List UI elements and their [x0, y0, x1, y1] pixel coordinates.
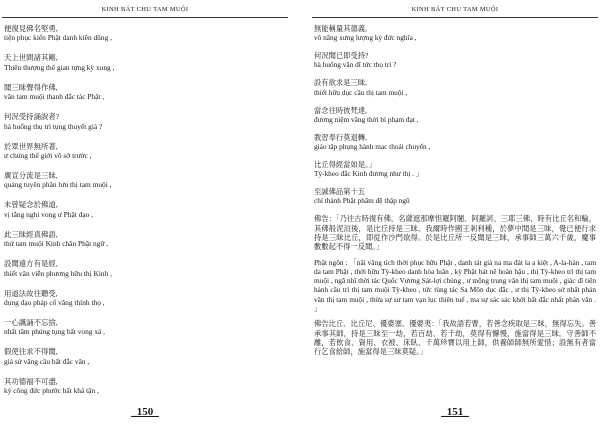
verse-han: 何況受持誦說者? — [4, 112, 60, 122]
right-page-body — [314, 24, 596, 362]
verse — [4, 83, 286, 102]
paragraph-viet: Phật ngôn : 「nãi vãng tích thời phục hữu Phật , danh tát già na ma đát la a kiệt , A-la-hán , tam da tam Phật , thời hữu Tỳ-kheo danh hòa luân , kỳ Phật bát nê hoàn hậu , thị Tỳ-kheo trì thị tam muội , ngã nhĩ thời tác Quốc Vương Sát-lợi chủng , ư mộng trung văn thị tam muội , giác dĩ tiện hành cầu trì thị tam muội Tỳ-kheo , tức tùng tác Sa Môn dục đắc , ư thị Tỳ-kheo sở nhất phản văn thị tam muội , thừa sự sư tam vạn lục thiên tuế , ma sự sác sác khởi bất đắc nhất phản văn . 」 — [314, 257, 596, 313]
verse-han: 一心諷誦不忘捨, — [4, 318, 58, 328]
chapter-title — [314, 187, 596, 206]
verse-viet: đương niệm vãng thời bỉ phạm đạt , — [314, 114, 419, 124]
verse-viet: quảng tuyên phân lưu thị tam muội , — [4, 180, 112, 190]
verse — [314, 106, 596, 125]
verse — [4, 142, 286, 161]
page-number: _150_ — [131, 406, 159, 418]
verse-viet: thiết văn viễn phương hữu thị Kinh , — [4, 268, 112, 278]
verse — [4, 200, 286, 219]
verse-viet: văn tam muội thanh đắc tác Phật , — [4, 92, 105, 102]
verse-han: 此三昧經真佛語, — [4, 229, 58, 239]
verse — [4, 171, 286, 190]
verse-viet: Thiên thượng thế gian tựng kỳ xung , — [4, 62, 115, 72]
header-rule — [312, 17, 598, 18]
right-page — [310, 0, 600, 424]
verse-viet: vị tằng nghi vong ư Phật đạo , — [4, 209, 93, 219]
verse-han: 設聞遠方有是經, — [4, 259, 58, 269]
verse — [4, 53, 286, 72]
header-rule — [2, 17, 288, 18]
verse-viet: ư chúng thế giới vô sở trước , — [4, 151, 92, 161]
verse — [4, 259, 286, 278]
left-page-body — [4, 24, 286, 406]
verse-han: 未曾疑念於佛道, — [4, 200, 58, 210]
verse-han: 天上世間諸其剛, — [4, 53, 58, 63]
verse-han: 便復見佛名堅勇, — [4, 24, 58, 33]
verse-viet: tiện phục kiến Phật danh kiên dũng , — [4, 33, 112, 43]
verse-han: 假使往求不得聞, — [4, 347, 58, 357]
verse-han: 用道法故往聽受, — [4, 288, 58, 298]
verse-viet: vô năng xưng lượng kỳ đức nghĩa , — [314, 33, 417, 43]
verse — [314, 24, 596, 43]
verse-viet: kỳ công đức phước bất khả tận , — [4, 386, 99, 396]
chapter-title-han: 至誠佛品第十五 — [314, 187, 366, 197]
verse — [4, 230, 286, 249]
verse-han: 無能稱量其德義, — [314, 24, 367, 33]
verse — [4, 377, 286, 396]
chapter-title-viet: chí thành Phật phẩm đệ thập ngũ — [314, 196, 410, 206]
page-header: KINH BÁT CHU TAM MUỘI — [101, 6, 189, 13]
verse — [314, 133, 596, 152]
verse-han: 廣宣分流是三昧, — [4, 171, 58, 181]
verse — [4, 289, 286, 308]
verse-han: 於眾世界無所著, — [4, 141, 58, 151]
verse-viet: hà huống văn dĩ tức thọ trì ? — [314, 60, 397, 70]
verse-han: 設有欲求是三昧, — [314, 78, 367, 88]
verse-han: 其功德福不可盡, — [4, 376, 58, 386]
verse-viet: thiết hữu dục cầu thị tam muội , — [314, 87, 408, 97]
verse-viet: Tỳ-kheo đắc Kinh đương như thị . 」 — [314, 169, 424, 179]
verse-viet: hà huống thụ trì tụng thuyết giả ? — [4, 121, 103, 131]
verse-viet: giáo tập phụng hành mạc thoái chuyển , — [314, 142, 431, 152]
verse-han: 何況聞已即受持? — [314, 51, 369, 61]
verse-han: 聞三昧聲得作佛, — [4, 82, 58, 92]
paragraph-han: 佛告比丘、比丘尼、優婆塞、優婆夷：「我故語若曹，若善念疾取是三昧，無得忘失。善承事其師，持是三昧至一劫，若百劫、若千劫，莫得有懈慢，施當得是三昧。守善師不離，若飲食、資用、衣被、床臥、千萬珍寶以用上師，供養師師無所愛惜；設無有者當行乞食給師，施當得是三昧莫疑。」 — [314, 319, 596, 357]
verse-viet: nhất tâm phúng tụng bất vong xả , — [4, 327, 105, 337]
paragraph-han: 佛告：「乃往古時復有佛，名薩遮那摩怛羅阿闍、阿羅訶、三耶三佛，時有比丘名和輪，其佛般泥洹後，是比丘持是三昧。我爾時作國王剎利種，於夢中聞是三昧，覺已便行求持是三昧比丘，即從作沙門欲得。於是比丘所一反聞是三昧，承事師三萬六千歲，魔事數數起不得一反聞。」 — [314, 214, 596, 252]
verse — [314, 78, 596, 97]
verse-han: 比丘得經當如是。」 — [314, 159, 377, 169]
left-page — [0, 0, 290, 424]
verse-viet: thử tam muội Kinh chân Phật ngữ , — [4, 239, 109, 249]
page-header: KINH BÁT CHU TAM MUỘI — [411, 6, 499, 13]
verse — [314, 160, 596, 179]
page-number: _151_ — [441, 406, 469, 418]
verse — [4, 24, 286, 43]
verse — [314, 51, 596, 70]
verse — [4, 347, 286, 366]
verse-han: 教習奉行莫退轉, — [314, 132, 367, 142]
verse — [4, 112, 286, 131]
verse-viet: giả sử vãng cầu bất đắc văn , — [4, 356, 90, 366]
verse-han: 當念往時彼梵達, — [314, 105, 367, 115]
verse-viet: dụng đạo pháp cố vãng thính thọ , — [4, 298, 105, 308]
verse — [4, 318, 286, 337]
